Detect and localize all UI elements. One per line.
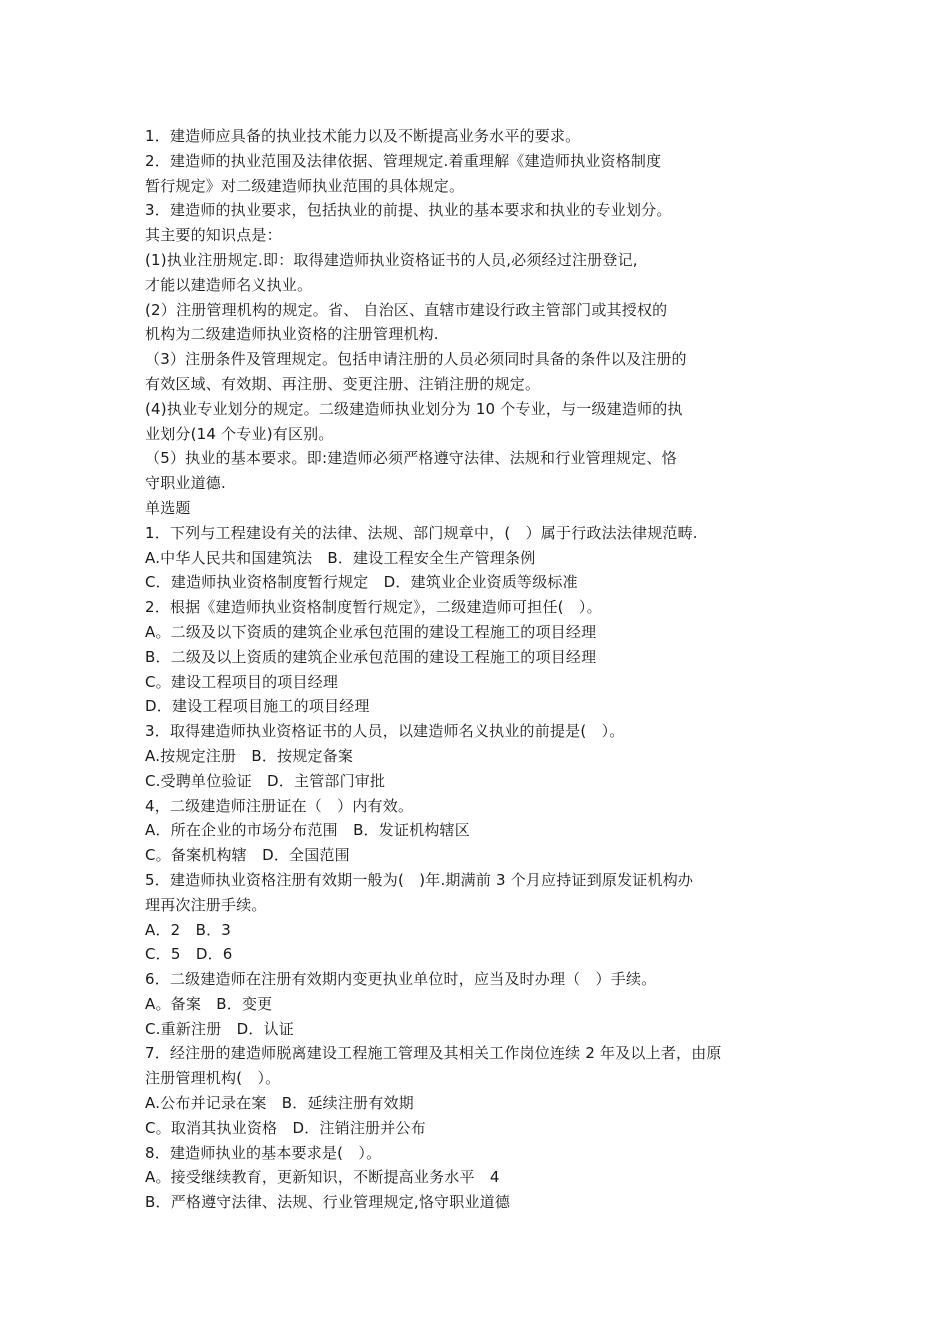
text-line: 单选题	[145, 498, 191, 517]
text-line: A。二级及以下资质的建筑企业承包范围的建设工程施工的项目经理	[145, 622, 597, 641]
text-line: 注册管理机构( ）。	[145, 1069, 281, 1088]
text-line: C．建造师执业资格制度暂行规定 D．建筑业企业资质等级标准	[145, 573, 578, 592]
text-line: 理再次注册手续。	[145, 895, 267, 914]
text-line: A．2 B．3	[145, 920, 232, 939]
text-line: C.受聘单位验证 D．主管部门审批	[145, 771, 386, 790]
text-line: 1．建造师应具备的执业技术能力以及不断提高业务水平的要求。	[145, 127, 581, 145]
text-line: (1)执业注册规定.即：取得建造师执业资格证书的人员,必须经过注册登记,	[145, 250, 638, 269]
text-line: D．建设工程项目施工的项目经理	[145, 697, 370, 716]
text-line: 8．建造师执业的基本要求是( ）。	[145, 1143, 382, 1162]
text-line: (4)执业专业划分的规定。二级建造师执业划分为 10 个专业，与一级建造师的执	[145, 399, 683, 418]
text-line: 1．下列与工程建设有关的法律、法规、部门规章中，( ）属于行政法法律规范畴.	[145, 523, 698, 542]
text-line: 2．根据《建造师执业资格制度暂行规定》，二级建造师可担任( ）。	[145, 598, 602, 617]
text-line: C．5 D．6	[145, 945, 233, 964]
text-line: A.按规定注册 B．按规定备案	[145, 746, 354, 765]
text-line: 5．建造师执业资格注册有效期一般为( )年.期满前 3 个月应持证到原发证机构办	[145, 870, 694, 889]
text-line: A。备案 B．变更	[145, 994, 273, 1013]
text-line: A.中华人民共和国建筑法 B．建设工程安全生产管理条例	[145, 548, 536, 567]
text-line: C.重新注册 D．认证	[145, 1019, 294, 1038]
text-line: 其主要的知识点是：	[145, 226, 282, 245]
text-line: 6．二级建造师在注册有效期内变更执业单位时，应当及时办理（ ）手续。	[145, 970, 657, 989]
text-line: B．严格遵守法律、法规、行业管理规定,恪守职业道德	[145, 1193, 511, 1212]
text-line: 业划分(14 个专业)有区别。	[145, 424, 334, 443]
text-line: 守职业道德.	[145, 474, 226, 493]
text-line: 才能以建造师名义执业。	[145, 275, 313, 294]
text-line: B．二级及以上资质的建筑企业承包范围的建设工程施工的项目经理	[145, 647, 597, 666]
text-line: (2）注册管理机构的规定。省、 自治区、直辖市建设行政主管部门或其授权的	[145, 300, 668, 319]
text-line: A。接受继续教育，更新知识，不断提高业务水平 4	[145, 1168, 500, 1187]
text-line: 2．建造师的执业范围及法律依据、管理规定.着重理解《建造师执业资格制度	[145, 151, 662, 170]
text-line: 暂行规定》对二级建造师执业范围的具体规定。	[145, 176, 465, 195]
text-line: C。取消其执业资格 D．注销注册并公布	[145, 1118, 426, 1137]
text-line: A．所在企业的市场分布范围 B．发证机构辖区	[145, 821, 470, 840]
text-line: 3．建造师的执业要求，包括执业的前提、执业的基本要求和执业的专业划分。	[145, 201, 672, 220]
text-line: 4，二级建造师注册证在（ ）内有效。	[145, 796, 414, 815]
text-line: （3）注册条件及管理规定。包括申请注册的人员必须同时具备的条件以及注册的	[145, 350, 687, 369]
document-body	[145, 124, 825, 1215]
text-line: （5）执业的基本要求。即:建造师必须严格遵守法律、法规和行业管理规定、恪	[145, 449, 677, 468]
text-line: 有效区域、有效期、再注册、变更注册、注销注册的规定。	[145, 374, 541, 393]
text-line: 7．经注册的建造师脱离建设工程施工管理及其相关工作岗位连续 2 年及以上者，由原	[145, 1044, 722, 1063]
text-line: C。备案机构辖 D．全国范围	[145, 846, 350, 865]
text-line: C。建设工程项目的项目经理	[145, 672, 339, 691]
text-line: A.公布并记录在案 B．延续注册有效期	[145, 1094, 414, 1113]
text-line: 3．取得建造师执业资格证书的人员，以建造师名义执业的前提是( ）。	[145, 722, 625, 741]
text-line: 机构为二级建造师执业资格的注册管理机构.	[145, 325, 439, 344]
